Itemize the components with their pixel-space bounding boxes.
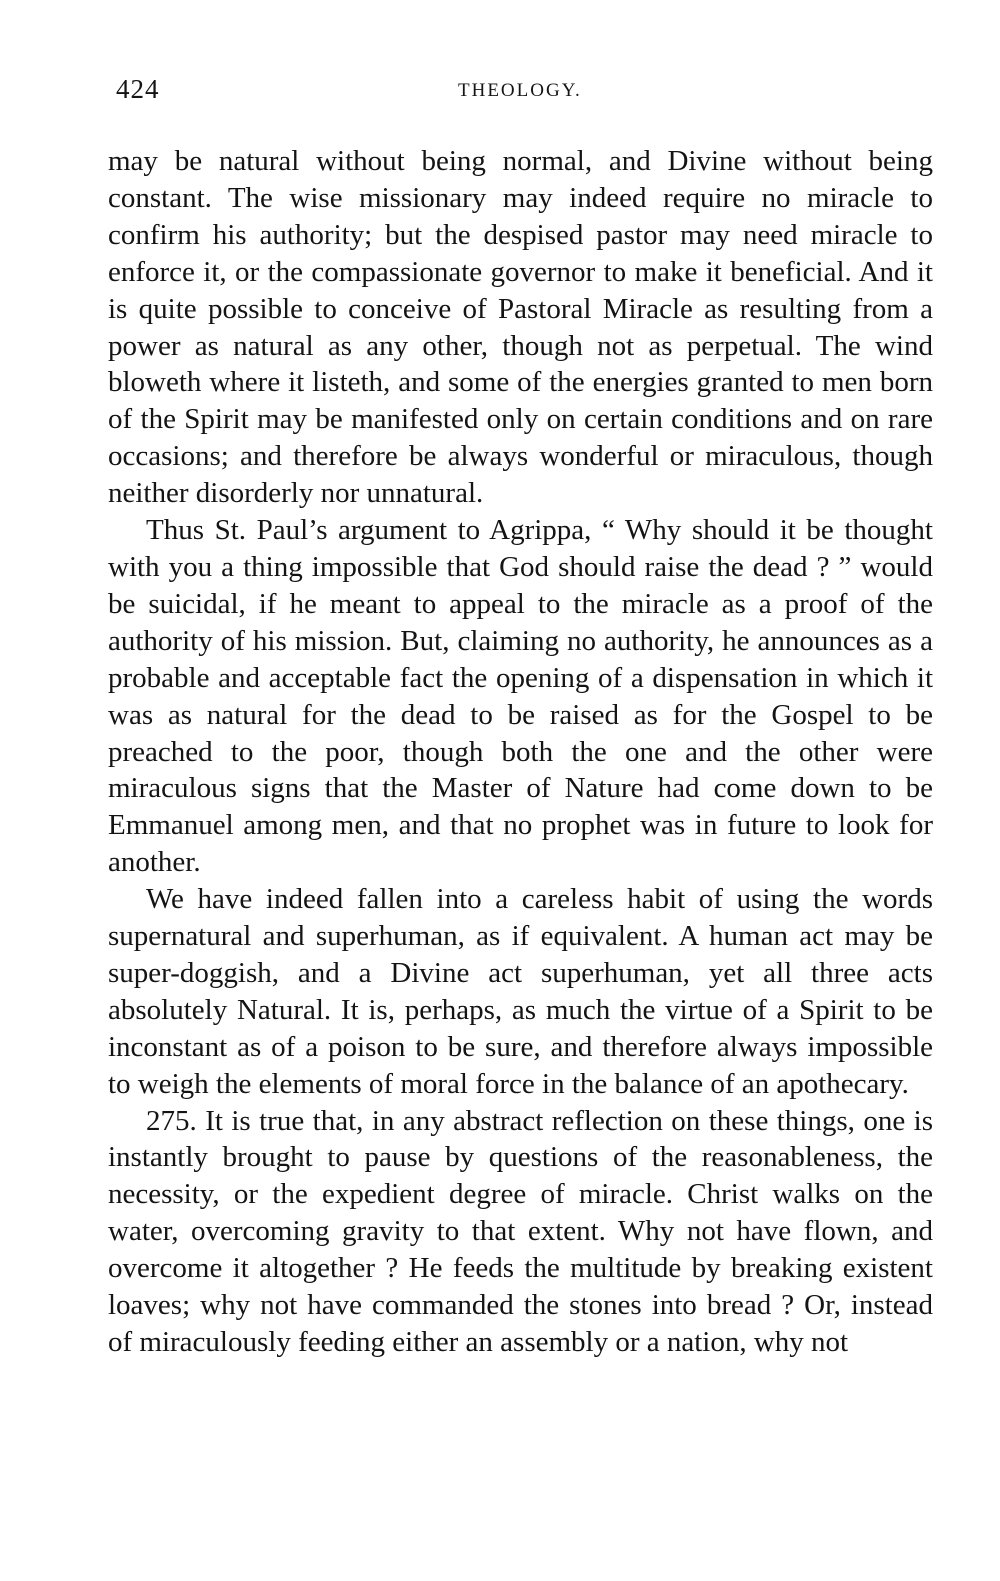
running-head <box>108 74 933 108</box>
paragraph-st-paul-argument: Thus St. Paul’s argument to Agrippa, “ Why should it be thought with you a thing impossible that God should raise the dead ? ” would be suicidal, if he meant to appeal to the miracle as a proof of the authority of his mission. But, claiming no authority, he announces as a probable and acceptable fact the opening of a dispensation in which it was as natural for the dead to be raised as for the Gospel to be preached to the poor, though both the one and the other were miraculous signs that the Master of Nature had come down to be Emmanuel among men, and that no prophet was in future to look for another. <box>108 514 933 879</box>
page-number: 424 <box>116 74 160 104</box>
header-title: THEOLOGY. <box>458 80 582 101</box>
paragraph-supernatural-superhuman: We have indeed fallen into a careless habit of using the words supernatural and superhuman, as if equivalent. A human act may be super-doggish, and a Divine act superhuman, yet all three acts absolutely Natural. It is, perhaps, as much the virtue of a Spirit to be inconstant as of a poison to be sure, and therefore always impossible to weigh the elements of moral force in the balance of an apothecary. <box>108 883 933 1100</box>
paragraph-continued: may be natural without being normal, and Divine without being constant. The wise missionary may indeed require no miracle to confirm his authority; but the despised pastor may need miracle to enforce it, or the compassionate governor to make it beneficial. And it is quite possible to conceive of Pastoral Miracle as resulting from a power as natural as any other, though not as perpetual. The wind bloweth where it listeth, and some of the energies granted to men born of the Spirit may be manifested only on certain conditions and on rare occasions; and therefore be always wonderful or miraculous, though neither disorderly nor unnatural. <box>108 145 933 510</box>
body-text <box>108 143 933 1361</box>
paragraph-section-275: 275. It is true that, in any abstract reflection on these things, one is instantly brought to pause by questions of the reasonableness, the necessity, or the expedient degree of miracle. Christ walks on the water, overcoming gravity to that extent. Why not have flown, and overcome it altogether ? He feeds the multitude by breaking existent loaves; why not have commanded the stones into bread ? Or, instead of miraculously feeding either an assembly or a nation, why not <box>108 1104 933 1358</box>
